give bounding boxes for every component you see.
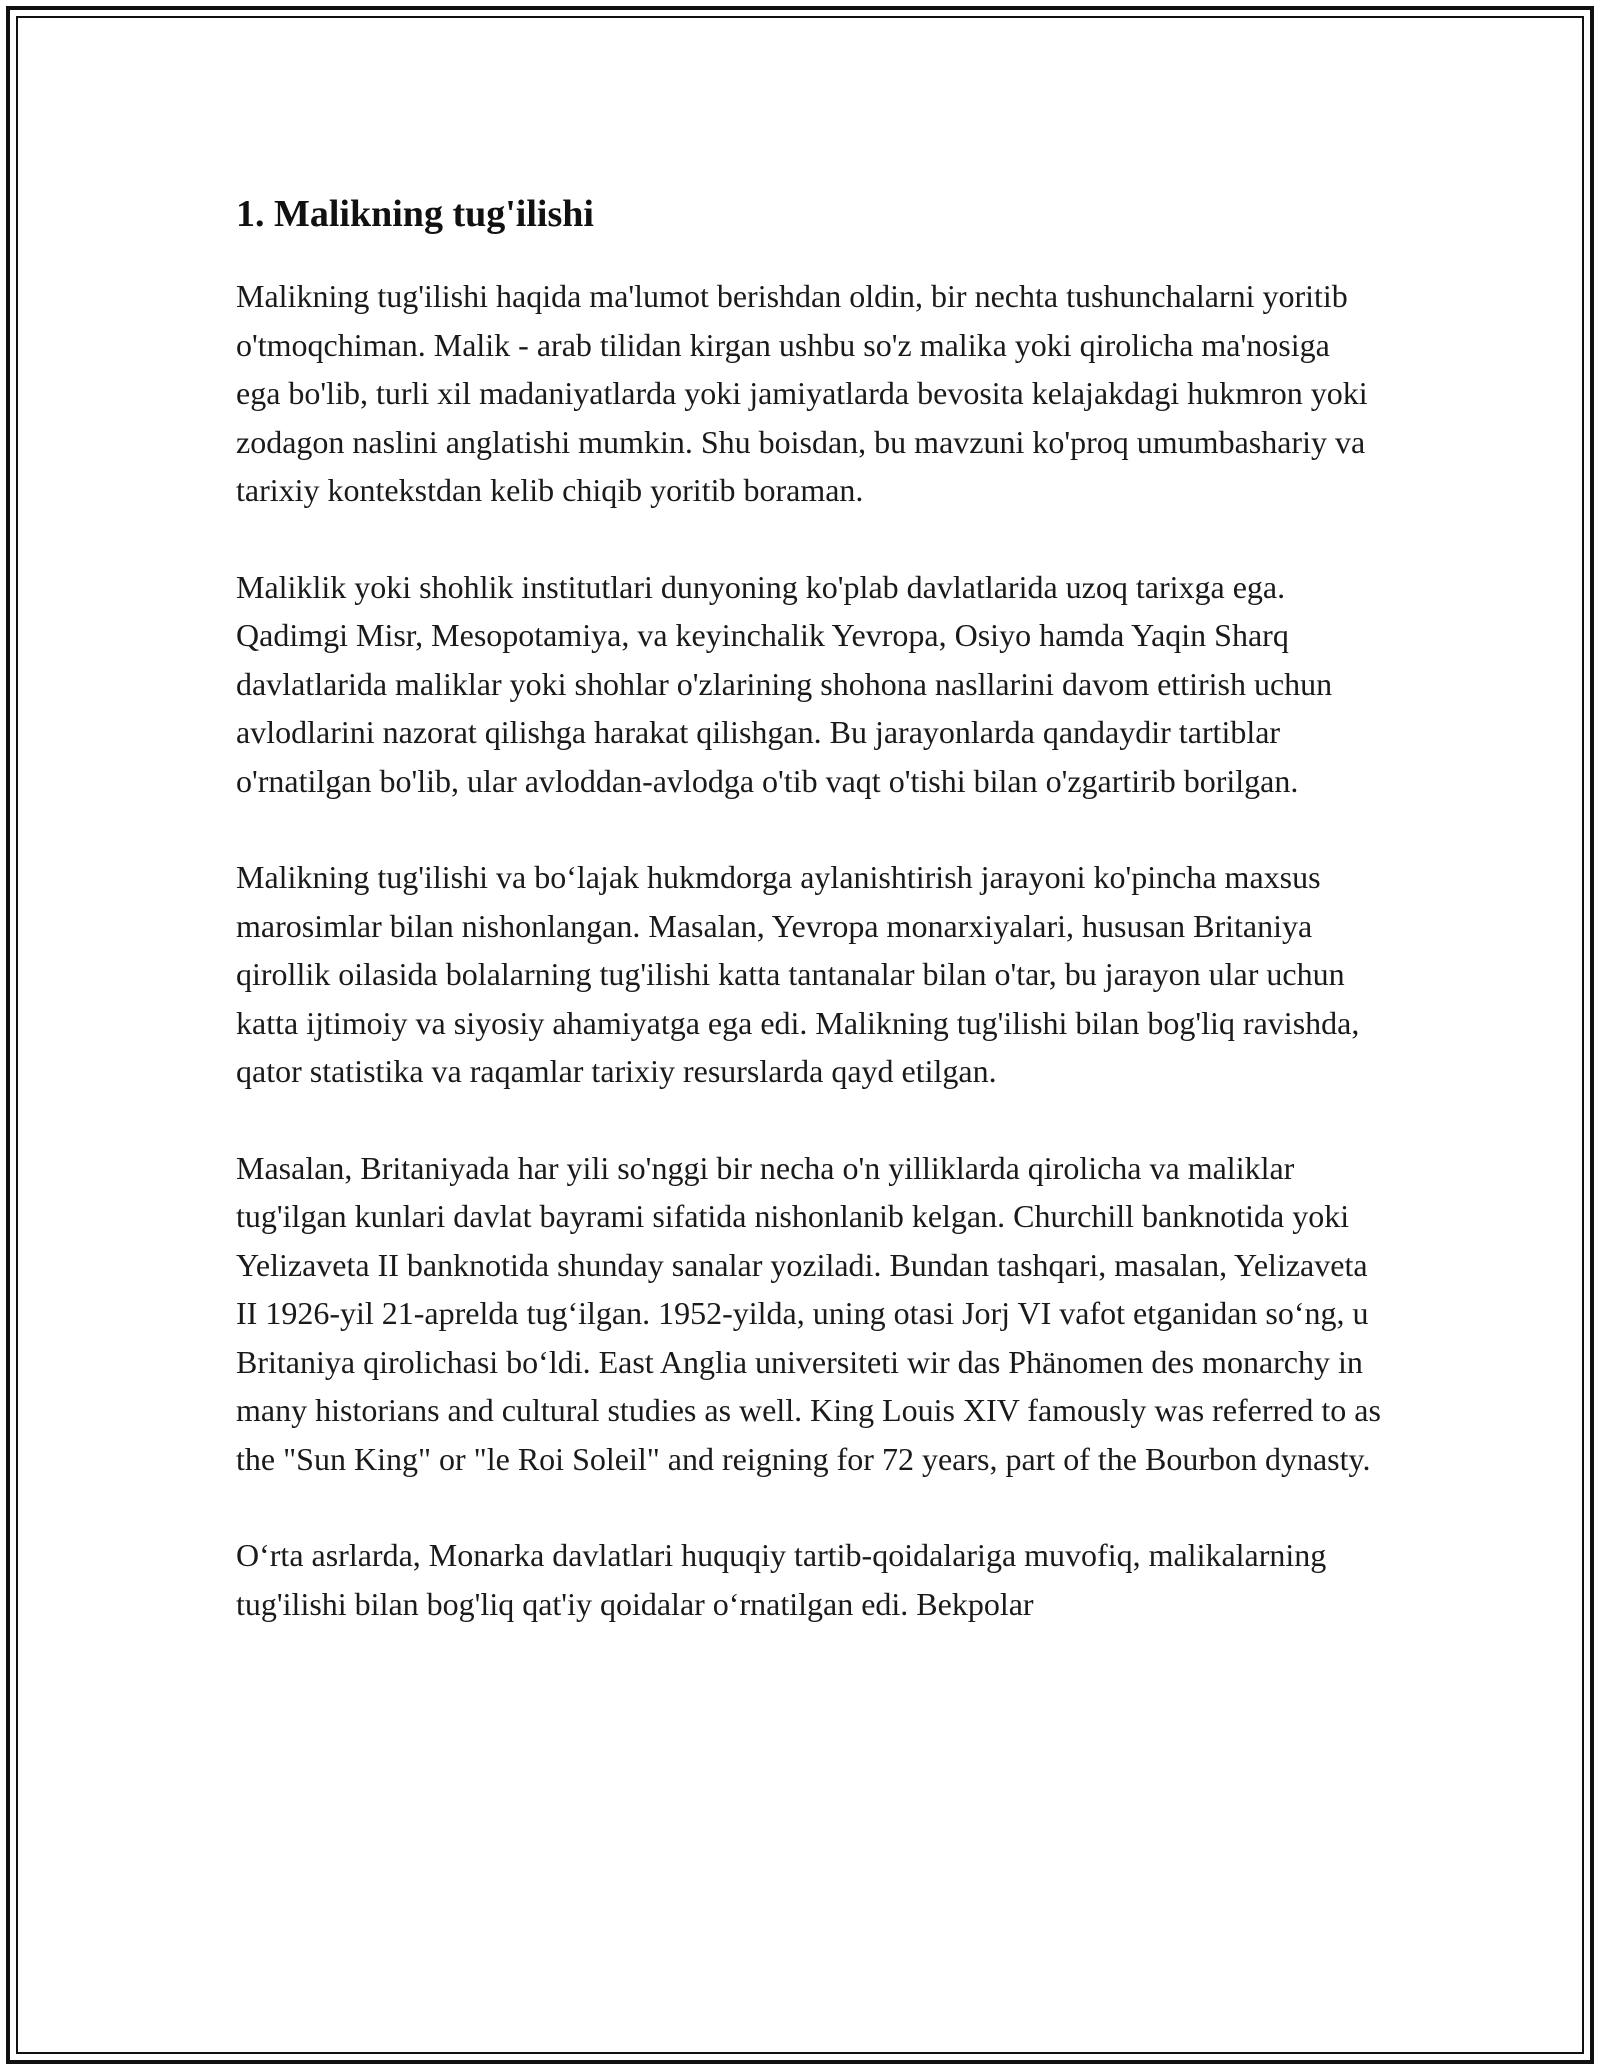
document-body (236, 186, 1382, 1676)
paragraph-1: Malikning tug'ilishi haqida ma'lumot berishdan oldin, bir nechta tushunchalarni yoritib o'tmoqchiman. Malik - arab tilidan kirgan ushbu so'z malika yoki qirolicha ma'nosiga ega bo'lib, turli xil madaniyatlarda yoki jamiyatlarda bevosita kelajakdagi hukmron yoki zodagon naslini anglatishi mumkin. Shu boisdan, bu mavzuni ko'proq umumbashariy va tarixiy kontekstdan kelib chiqib yoritib boraman. (236, 278, 1368, 508)
paragraph-3: Malikning tug'ilishi va bo‘lajak hukmdorga aylanishtirish jarayoni ko'pincha maxsus marosimlar bilan nishonlangan. Masalan, Yevropa monarxiyalari, hususan Britaniya qirollik oilasida bolalarning tug'ilishi katta tantanalar bilan o'tar, bu jarayon ular uchun katta ijtimoiy va siyosiy ahamiyatga ega edi. Malikning tug'ilishi bilan bog'liq ravishda, qator statistika va raqamlar tarixiy resurslarda qayd etilgan. (236, 859, 1360, 1089)
section-heading: 1. Malikning tug'ilishi (236, 193, 594, 235)
paragraph-5: O‘rta asrlarda, Monarka davlatlari huquqiy tartib-qoidalariga muvofiq, malikalarning tug'ilishi bilan bog'liq qat'iy qoidalar o‘rnatilgan edi. Bekpolar (236, 1537, 1327, 1622)
paragraph-2: Maliklik yoki shohlik institutlari dunyoning ko'plab davlatlarida uzoq tarixga ega. Qadimgi Misr, Mesopotamiya, va keyinchalik Yevropa, Osiyo hamda Yaqin Sharq davlatlarida maliklar yoki shohlar o'zlarining shohona nasllarini davom ettirish uchun avlodlarini nazorat qilishga harakat qilishgan. Bu jarayonlarda qandaydir tartiblar o'rnatilgan bo'lib, ular avloddan-avlodga o'tib vaqt o'tishi bilan o'zgartirib borilgan. (236, 568, 1333, 799)
paragraph-4: Masalan, Britaniyada har yili so'nggi bir necha o'n yilliklarda qirolicha va maliklar tug'ilgan kunlari davlat bayrami sifatida nishonlanib kelgan. Churchill banknotida yoki Yelizaveta II banknotida shunday sanalar yoziladi. Bundan tashqari, masalan, Yelizaveta II 1926-yil 21-aprelda tug‘ilgan. 1952-yilda, uning otasi Jorj VI vafot etganidan so‘ng, u Britaniya qirolichasi bo‘ldi. East Anglia universiteti wir das Phänomen des monarchy in many historians and cultural studies as well. King Louis XIV famously was referred to as the "Sun King" or "le Roi Soleil" and reigning for 72 years, part of the Bourbon dynasty. (236, 1149, 1381, 1477)
